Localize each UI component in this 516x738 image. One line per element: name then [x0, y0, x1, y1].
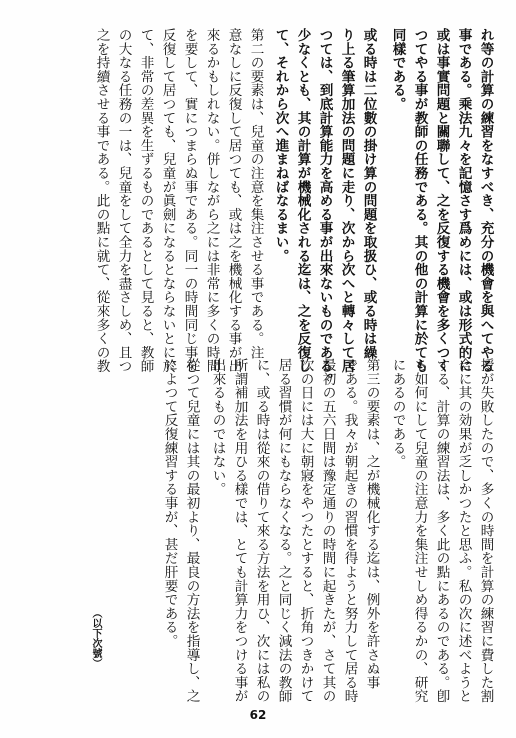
continued-notice: （以下次號） — [90, 608, 101, 668]
text-column: である。我々が朝起きの習慣を得ようと努力して居る時 — [341, 358, 358, 703]
text-column: ち如何にして兒童の注意力を集注せしめ得るかの、研究 — [411, 358, 428, 703]
text-column: に、或る時は從來の借りて來る方法を用ひ、次には私の — [253, 358, 270, 703]
text-column: を要して、實につまらぬ事である。同一の時間同じ事を — [181, 28, 198, 373]
text-column: り上る筆算加法の問題に走り、次から次へと轉々して居 — [338, 28, 355, 373]
text-column: 居る習慣が何にもならなくなる。之と同じく減法の教師 — [275, 358, 292, 703]
text-column: 來るかもしれない。併しながら之には非常に多くの時間 — [203, 28, 220, 373]
text-column: 之を持續させる事である。此の點に就て、從來多くの教 — [93, 28, 110, 373]
text-column: にあるのである。 — [389, 358, 406, 469]
text-column: 或は事實問題と關聯して、之を反復する機會を多くつく — [433, 28, 450, 373]
text-column: によつて反復練習する事が、甚だ肝要である。 — [161, 358, 178, 648]
text-column: 少なくとも、其の計算が機械化される迄は、之を反復し — [294, 28, 311, 373]
text-column: れ等の計算の練習をなすべき、充分の機會を與へてやる — [477, 28, 494, 373]
text-column: 意なしに反復して居つても、或は之を機械化する事が出 — [225, 28, 242, 373]
text-column: 第三の要素は、之が機械化する迄は、例外を許さぬ事 — [363, 358, 380, 690]
text-column: 反復して居つても、兒童が眞劍になるとならないとに於 — [159, 28, 176, 373]
text-column: 出來るものではない。 — [209, 358, 226, 496]
text-column: の大なる任務の一は、兒童をして全力を盡さしめ、且つ — [115, 28, 132, 373]
text-column: 合に其の効果が乏しかつたと思ふ。私の次に述べようと — [455, 358, 472, 703]
text-column: て、それから次へ進まねばなるまい。 — [272, 28, 289, 263]
text-column: 事である。乘法九々を記憶さす爲めには、或は形式的に — [455, 28, 472, 373]
text-column: 最初の五六日間は豫定通りの時間に起きたが、さて其の — [319, 358, 336, 703]
text-column: 從つて兒童には其の最初より、最良の方法を指導し、之 — [183, 358, 200, 703]
text-column: 或る時は二位數の掛け算の問題を取扱ひ、或る時は繰 — [360, 28, 377, 360]
text-column: つてやる事が教師の任務である。其の他の計算に於ても — [411, 28, 428, 373]
text-column: 同樣である。 — [389, 28, 406, 111]
text-column: て、非常の差異を生ずるものであるとして見ると、教師 — [137, 28, 154, 373]
text-column: 所謂補加法を用ひる樣では、とても計算力をつける事が — [231, 358, 248, 703]
text-column: 第二の要素は、兒童の注意を集注させる事である。注 — [247, 28, 264, 360]
text-column: 次の日には大に朝寢をやつたとすると、折角つきかけて — [297, 358, 314, 703]
text-column: つては、到底計算能力を高める事が出來ないものである。 — [316, 28, 333, 387]
page-number: 62 — [249, 708, 267, 722]
text-column: する、計算の練習法は、多く此の點にあるのである。卽 — [433, 358, 450, 703]
text-column: 授が失敗したので、多くの時間を計算の練習に費した割 — [477, 358, 494, 703]
